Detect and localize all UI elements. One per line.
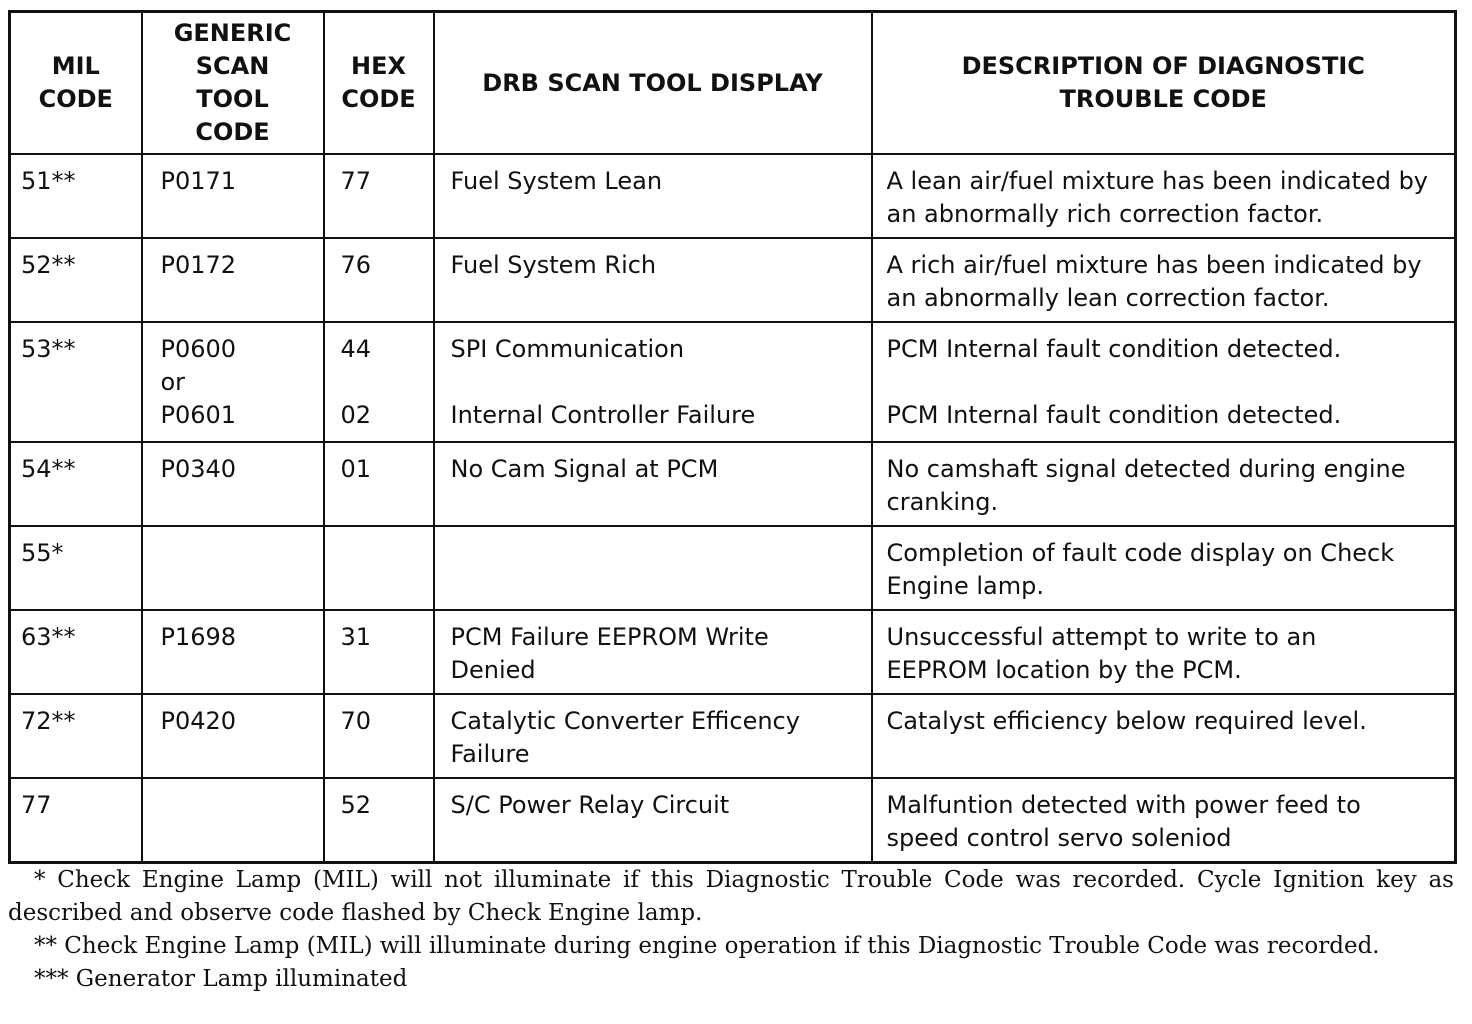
table-row [10, 778, 1456, 863]
table-row [10, 238, 1456, 322]
cell-hex-code: 52 [324, 778, 434, 863]
table-row [10, 442, 1456, 526]
footnote-double-asterisk: ** Check Engine Lamp (MIL) will illuminate during engine operation if this Diagnostic Trouble Code was recorded. [34, 933, 1380, 959]
cell-mil-code: 63** [10, 610, 142, 694]
cell-hex-code: 77 [324, 154, 434, 238]
cell-description: Malfuntion detected with power feed to speed control servo soleniod [872, 778, 1456, 863]
cell-description: Completion of fault code display on Check Engine lamp. [872, 526, 1456, 610]
table-row [10, 526, 1456, 610]
table-row [10, 694, 1456, 778]
cell-generic-code [142, 778, 324, 863]
cell-hex-code: 76 [324, 238, 434, 322]
footnote-triple-asterisk: *** Generator Lamp illuminated [34, 966, 408, 992]
cell-description: No camshaft signal detected during engine cranking. [872, 442, 1456, 526]
cell-generic-code: P0420 [142, 694, 324, 778]
cell-generic-code: P0600 or P0601 [142, 322, 324, 442]
header-hex-code: HEX CODE [324, 12, 434, 155]
cell-mil-code: 55* [10, 526, 142, 610]
cell-generic-code [142, 526, 324, 610]
cell-description: A rich air/fuel mixture has been indicated by an abnormally lean correction factor. [872, 238, 1456, 322]
cell-generic-code: P1698 [142, 610, 324, 694]
table-row [10, 322, 1456, 442]
cell-drb-display: SPI Communication Internal Controller Failure [434, 322, 872, 442]
cell-hex-code: 01 [324, 442, 434, 526]
cell-mil-code: 72** [10, 694, 142, 778]
table-header-row [10, 12, 1456, 155]
cell-mil-code: 52** [10, 238, 142, 322]
cell-mil-code: 53** [10, 322, 142, 442]
header-description: DESCRIPTION OF DIAGNOSTIC TROUBLE CODE [872, 12, 1456, 155]
cell-generic-code: P0171 [142, 154, 324, 238]
table-row [10, 154, 1456, 238]
cell-hex-code: 70 [324, 694, 434, 778]
cell-mil-code: 51** [10, 154, 142, 238]
footnote-single-asterisk: * Check Engine Lamp (MIL) will not illuminate if this Diagnostic Trouble Code was recorded. Cycle Ignition key as described and observe code flashed by Check Engine lamp. [8, 867, 1454, 926]
header-generic-scan-tool-code: GENERIC SCAN TOOL CODE [142, 12, 324, 155]
cell-drb-display: PCM Failure EEPROM Write Denied [434, 610, 872, 694]
cell-drb-display: No Cam Signal at PCM [434, 442, 872, 526]
cell-drb-display: S/C Power Relay Circuit [434, 778, 872, 863]
cell-drb-display: Fuel System Rich [434, 238, 872, 322]
cell-description: A lean air/fuel mixture has been indicated by an abnormally rich correction factor. [872, 154, 1456, 238]
cell-generic-code: P0340 [142, 442, 324, 526]
cell-hex-code: 31 [324, 610, 434, 694]
table-row [10, 610, 1456, 694]
cell-hex-code: 44 02 [324, 322, 434, 442]
header-mil-code: MIL CODE [10, 12, 142, 155]
cell-description: Catalyst efficiency below required level. [872, 694, 1456, 778]
document-page [8, 10, 1454, 996]
cell-drb-display [434, 526, 872, 610]
footnotes [8, 864, 1454, 996]
cell-mil-code: 54** [10, 442, 142, 526]
header-drb-scan-tool-display: DRB SCAN TOOL DISPLAY [434, 12, 872, 155]
cell-drb-display: Catalytic Converter Efficency Failure [434, 694, 872, 778]
cell-hex-code [324, 526, 434, 610]
cell-description: PCM Internal fault condition detected. PCM Internal fault condition detected. [872, 322, 1456, 442]
cell-drb-display: Fuel System Lean [434, 154, 872, 238]
cell-mil-code: 77 [10, 778, 142, 863]
cell-generic-code: P0172 [142, 238, 324, 322]
cell-description: Unsuccessful attempt to write to an EEPROM location by the PCM. [872, 610, 1456, 694]
diagnostic-trouble-code-table [8, 10, 1457, 864]
